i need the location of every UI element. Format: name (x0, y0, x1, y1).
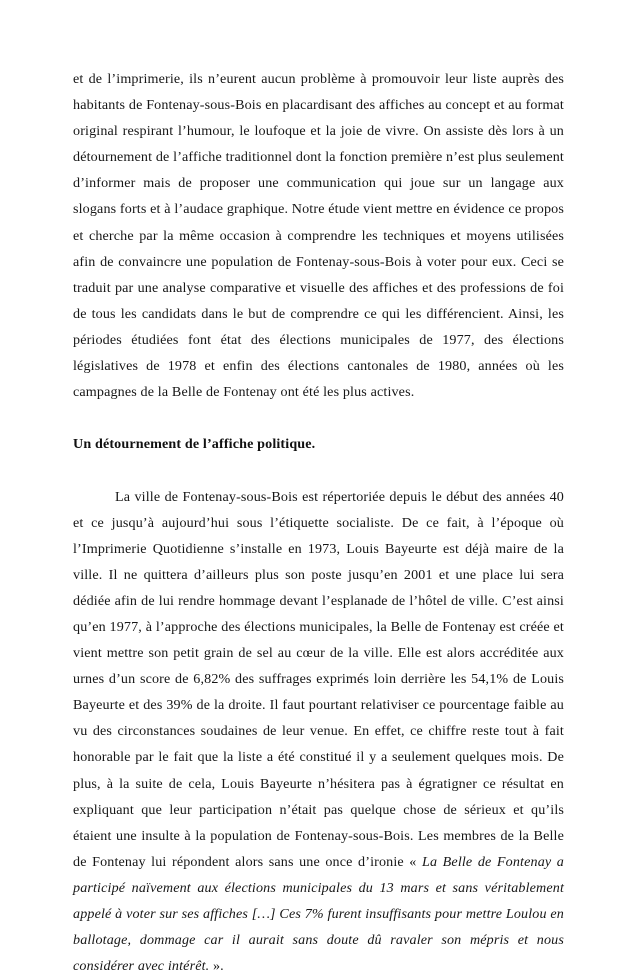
quoted-statement: La Belle de Fontenay a participé naïvement aux élections municipales du 13 mars et sans véritablement appelé à voter sur ses affiches […] Ces 7% furent insuffisants pour mettre Loulou en ballotage, dommage car il aurait sans doute dû ravaler son mépris et nous considérer avec intérêt. (73, 854, 564, 974)
text-column (73, 66, 564, 979)
quote-open-guillemet: « (409, 854, 422, 870)
paragraph-spacer-bottom (73, 457, 564, 483)
paragraph-body-lead: La ville de Fontenay-sous-Bois est répertoriée depuis le début des années 40 et ce jusqu’à aujourd’hui sous l’étiquette socialiste. De ce fait, à l’époque où l’Imprimerie Quotidienne s’installe en 1973, Louis Bayeurte est déjà maire de la ville. Il ne quittera d’ailleurs plus son poste jusqu’en 2001 et une place lui sera dédiée afin de lui rendre hommage devant l’esplanade de l’hôtel de ville. C’est ainsi qu’en 1977, à l’approche des élections municipales, la Belle de Fontenay est créée et vient mettre son petit grain de sel au cœur de la ville. Elle est alors accréditée aux urnes d’un score de 6,82% des suffrages exprimés loin derrière les 54,1% de Louis Bayeurte et des 39% de la droite. Il faut pourtant relativiser ce pourcentage faible au vu des circonstances soudaines de leur venue. En effet, ce chiffre reste tout à fait honorable par le fait que la liste a été constitué il y a seulement quelques mois. De plus, à la suite de cela, Louis Bayeurte n’hésitera pas à égratigner ce résultat en expliquant que leur participation n’était pas quelque chose de sérieux et qu’ils étaient une insulte à la population de Fontenay-sous-Bois. Les membres de la Belle de Fontenay lui répondent alors sans une once d’ironie (73, 489, 564, 870)
paragraph-continuation: et de l’imprimerie, ils n’eurent aucun problème à promouvoir leur liste auprès des habitants de Fontenay-sous-Bois en placardisant des affiches au concept et au format original respirant l’humour, le loufoque et la joie de vivre. On assiste dès lors à un détournement de l’affiche traditionnel dont la fonction première n’est plus seulement d’informer mais de proposer une communication qui joue sur un langage aux slogans forts et à l’audace graphique. Notre étude vient mettre en évidence ce propos et cherche par la même occasion à comprendre les techniques et moyens utilisées afin de convaincre une population de Fontenay-sous-Bois à voter pour eux. Ceci se traduit par une analyse comparative et visuelle des affiches et des professions de foi de tous les candidats dans le but de comprendre ce qui les différencient. Ainsi, les périodes étudiées font état des élections municipales de 1977, des élections législatives de 1978 et enfin des élections cantonales de 1980, années où les campagnes de la Belle de Fontenay ont été les plus actives. (73, 66, 564, 405)
paragraph-body (73, 484, 564, 979)
section-heading: Un détournement de l’affiche politique. (73, 431, 564, 457)
paragraph-spacer-top (73, 405, 564, 431)
quote-close-guillemet: ». (209, 958, 224, 974)
